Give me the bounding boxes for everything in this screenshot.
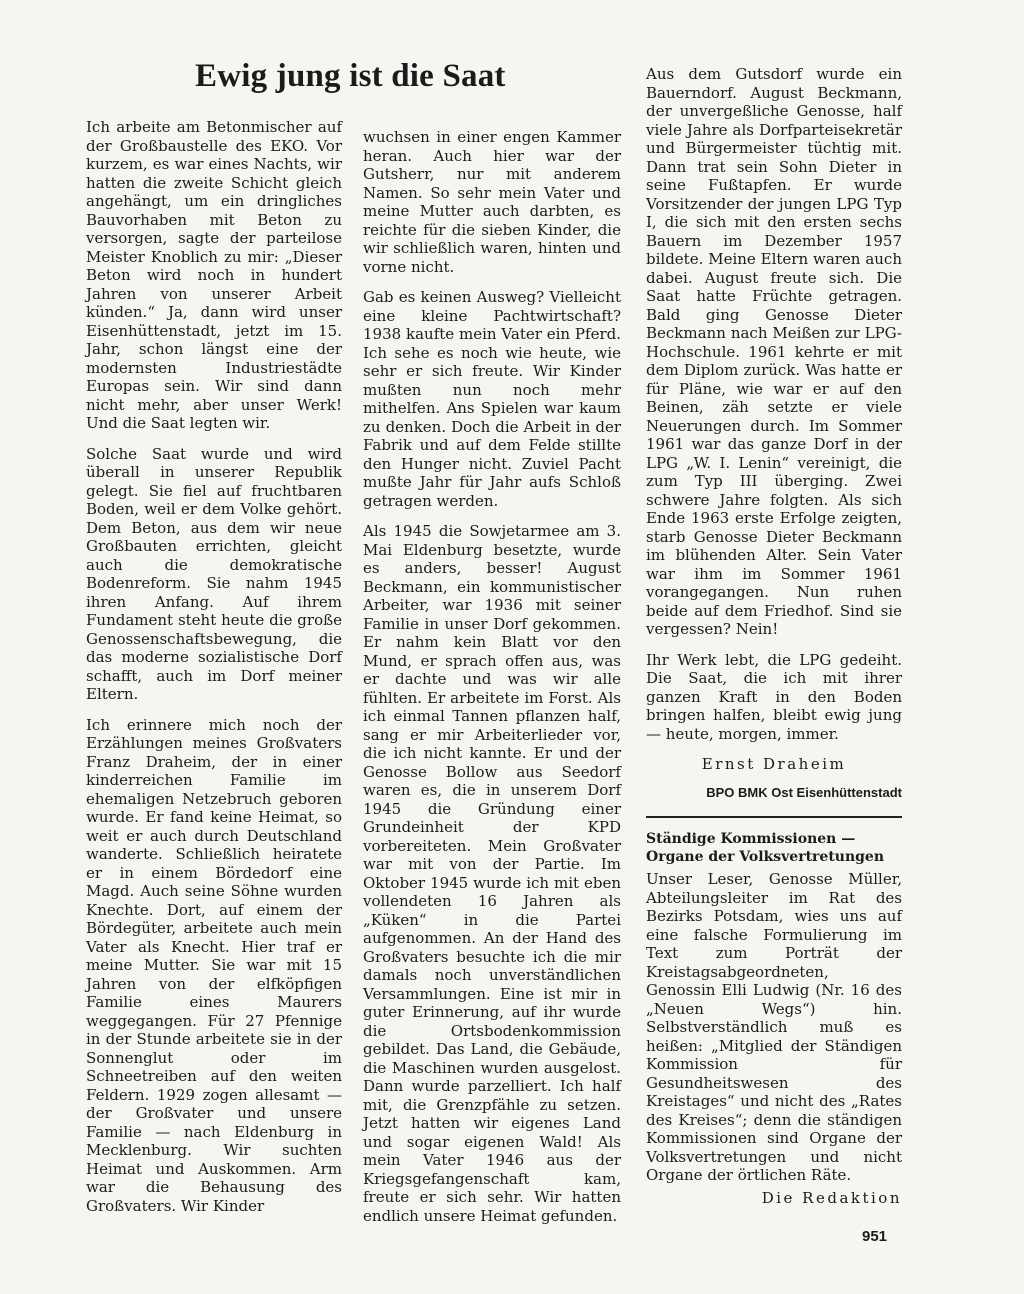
paragraph: Als 1945 die Sowjetarmee am 3. Mai Eldenburg besetzte, wurde es anders, besser! August Beckmann, ein kommunistischer Arbeiter, war 1936 mit seiner Familie in unser Dorf gekommen. Er nahm kein Blatt vor den Mund, er sprach offen aus, was er dachte und was wir alle fühlten. Er arbeitete im Forst. Als ich einmal Tannen pflanzen half, sang er mir Arbeiterlieder vor, die ich nicht kannte. Er und der Genosse Bollow aus Seedorf waren es, die in unserem Dorf 1945 die Gründung einer Grundeinheit der KPD vorbereiteten. Mein Großvater war mit von der Partie. Im Oktober 1945 wurde ich mit eben vollendeten 16 Jahren als „Küken“ in die Partei aufgenommen. An der Hand des Großvaters besuchte ich die mir damals noch unverständlichen Versammlungen. Eine ist mir in guter Erinnerung, auf ihr wurde die Ortsbodenkommission gebildet. Das Land, die Gebäude, die Maschinen wurden ausgelost. Dann wurde parzelliert. Ich half mit, die Grenzpfähle zu setzen. Jetzt hatten wir eigenes Land und sogar eigenen Wald! Als mein Vater 1946 aus der Kriegsgefangenschaft kam, freute er sich sehr. Wir hatten endlich unsere Heimat gefunden. — [363, 522, 621, 1225]
notice-signature: Die Redaktion — [761, 1188, 902, 1207]
paragraph: Aus dem Gutsdorf wurde ein Bauerndorf. August Beckmann, der unvergeßliche Genosse, half viele Jahre als Dorfparteisekretär und Bürgermeister tüchtig mit. Dann trat sein Sohn Dieter in seine Fußtapfen. Er wurde Vorsitzender der jungen LPG Typ I, die sich mit den ersten sechs Bauern im Dezember 1957 bildete. Meine Eltern waren auch dabei. August freute sich. Die Saat hatte Früchte getragen. Bald ging Genosse Dieter Beckmann nach Meißen zur LPG-Hochschule. 1961 kehrte er mit dem Diplom zurück. Was hatte er für Pläne, wie war er auf den Beinen, zäh setzte er viele Neuerungen durch. Im Sommer 1961 war das ganze Dorf in der LPG „W. I. Lenin“ vereinigt, die zum Typ III überging. Zwei schwere Jahre folgten. Als sich Ende 1963 erste Erfolge zeigten, starb Genosse Dieter Beckmann im blühenden Alter. Sein Vater war ihm im Sommer 1961 vorangegangen. Nun ruhen beide auf dem Friedhof. Sind sie vergessen? Nein! — [646, 65, 902, 638]
article-title: Ewig jung ist die Saat — [195, 58, 506, 94]
column-3 — [646, 65, 902, 1207]
paragraph: wuchsen in einer engen Kammer heran. Auch hier war der Gutsherr, nur mit anderem Namen. So sehr mein Vater und meine Mutter auch darbten, es reichte für die sieben Kinder, die wir schließlich waren, hinten und vorne nicht. — [363, 128, 621, 276]
column-1 — [86, 118, 342, 1227]
column-2 — [363, 128, 621, 1237]
paragraph: Solche Saat wurde und wird überall in unserer Republik gelegt. Sie fiel auf fruchtbaren Boden, weil er dem Volke gehört. Dem Beton, aus dem wir neue Großbauten errichten, gleicht auch die demokratische Bodenreform. Sie nahm 1945 ihren Anfang. Auf ihrem Fundament steht heute die große Genossenschaftsbewegung, die das moderne sozialistische Dorf schafft, auch im Dorf meiner Eltern. — [86, 444, 342, 703]
author-organization: BPO BMK Ost Eisenhüttenstadt — [706, 784, 902, 800]
author-name: Ernst Draheim — [701, 755, 847, 773]
paragraph: Ihr Werk lebt, die LPG gedeiht. Die Saat, die ich mit ihrer ganzen Kraft in den Boden bringen halfen, bleibt ewig jung — heute, morgen, immer. — [646, 650, 902, 743]
paragraph: Ich erinnere mich noch der Erzählungen meines Großvaters Franz Draheim, der in einer kinderreichen Familie im ehemaligen Netzebruch geboren wurde. Er fand keine Heimat, so weit er auch durch Deutschland wanderte. Schließlich heiratete er in einem Bördedorf eine Magd. Auch seine Söhne wurden Knechte. Dort, auf einem der Bördegüter, arbeitete auch mein Vater als Knecht. Hier traf er meine Mutter. Sie war mit 15 Jahren von der elfköpfigen Familie eines Maurers weggegangen. Für 27 Pfennige in der Stunde arbeitete sie in der Sonnenglut oder im Schneetreiben auf den weiten Feldern. 1929 zogen allesamt — der Großvater und unsere Familie — nach Eldenburg in Mecklenburg. Wir suchten Heimat und Auskommen. Arm war die Behausung des Großvaters. Wir Kinder — [86, 715, 342, 1215]
paragraph: Gab es keinen Ausweg? Vielleicht eine kleine Pachtwirtschaft? 1938 kaufte mein Vater ein Pferd. Ich sehe es noch wie heute, wie sehr er sich freute. Wir Kinder mußten nun noch mehr mithelfen. Ans Spielen war kaum zu denken. Doch die Arbeit in der Fabrik und auf dem Felde stillte den Hunger nicht. Zuviel Pacht mußte Jahr für Jahr aufs Schloß getragen werden. — [363, 288, 621, 510]
page-number: 951 — [862, 1228, 888, 1245]
notice-body: Unser Leser, Genosse Müller, Abteilungsleiter im Rat des Bezirks Potsdam, wies uns auf eine falsche Formulierung im Text zum Porträt der Kreistagsabgeordneten, Genossin Elli Ludwig (Nr. 16 des „Neuen Wegs“) hin. Selbstverständlich muß es heißen: „Mitglied der Ständigen Kommission für Gesundheitswesen des Kreistages“ und nicht des „Rates des Kreises“; denn die ständigen Kommissionen sind Organe der Volksvertretungen und nicht Organe der örtlichen Räte. — [646, 870, 902, 1184]
notice-heading — [646, 830, 902, 866]
section-divider — [646, 816, 902, 818]
notice-heading-line-1: Ständige Kommissionen — — [646, 831, 856, 847]
notice-heading-line-2: Organe der Volksvertretungen — [646, 849, 885, 865]
paragraph: Ich arbeite am Betonmischer auf der Großbaustelle des EKO. Vor kurzem, es war eines Nachts, wir hatten die zweite Schicht gleich angehängt, um ein dringliches Bauvorhaben mit Beton zu versorgen, sagte der parteilose Meister Knoblich zu mir: „Dieser Beton wird noch in hundert Jahren von unserer Arbeit künden.“ Ja, dann wird unser Eisenhüttenstadt, jetzt im 15. Jahr, schon längst eine der modernsten Industriestädte Europas sein. Wir sind dann nicht mehr, aber unser Werk! Und die Saat legten wir. — [86, 118, 342, 432]
